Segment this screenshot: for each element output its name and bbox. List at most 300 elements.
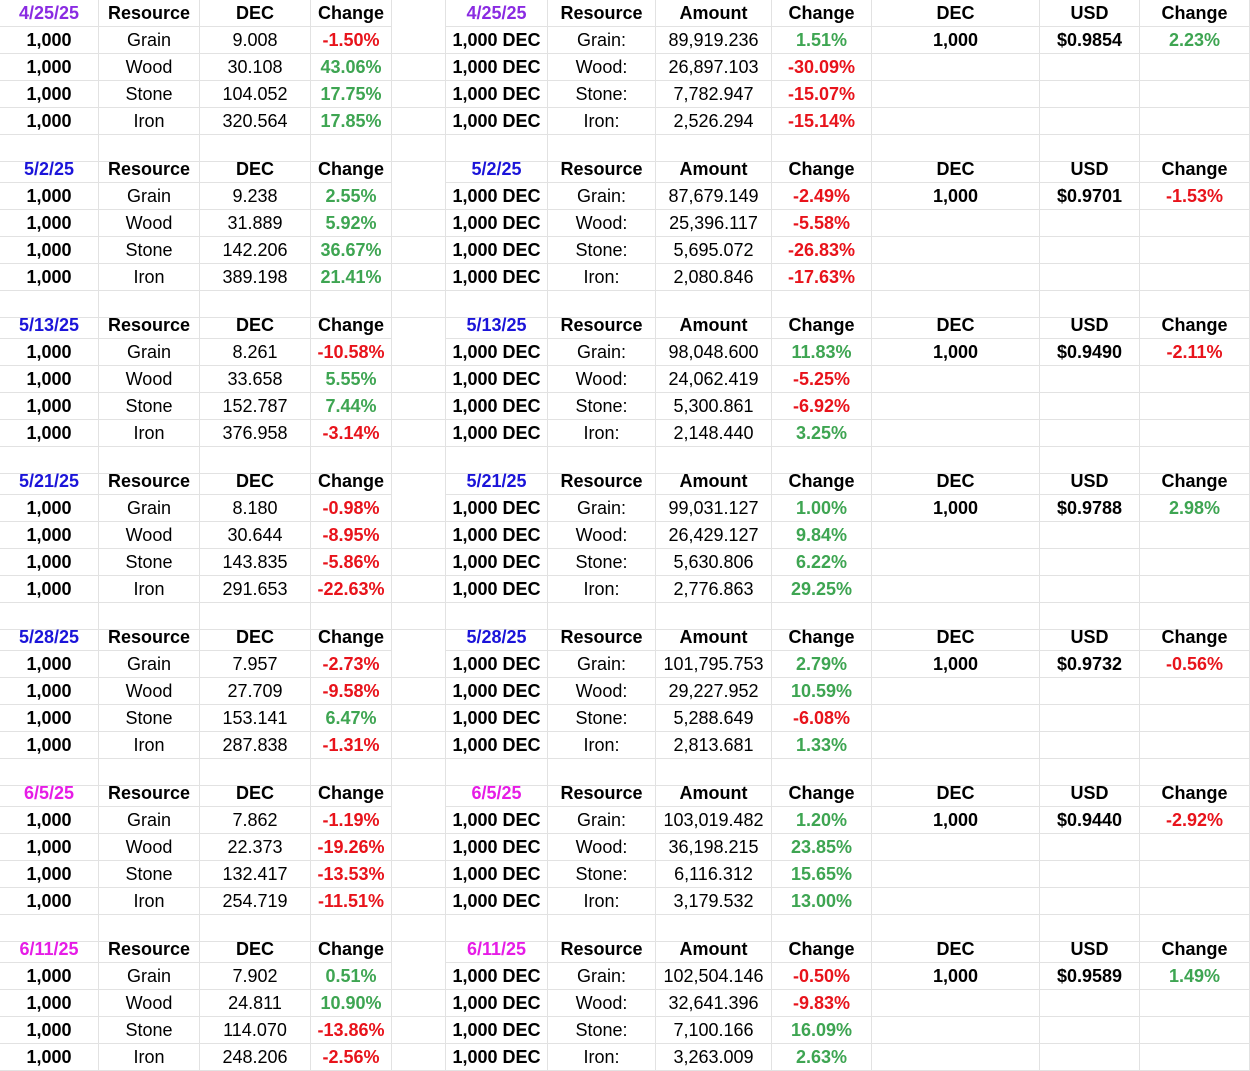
header-change[interactable]: Change <box>772 0 872 27</box>
qty-cell[interactable]: 1,000 <box>0 705 99 732</box>
usd-dec-cell[interactable]: 1,000 <box>872 651 1040 678</box>
empty-cell[interactable] <box>872 732 1040 759</box>
resource-cell[interactable]: Iron <box>99 264 200 291</box>
amount-change-cell[interactable]: -15.14% <box>772 108 872 135</box>
qty-dec-cell[interactable]: 1,000 DEC <box>446 576 548 603</box>
qty-dec-cell[interactable]: 1,000 DEC <box>446 366 548 393</box>
qty-cell[interactable]: 1,000 <box>0 495 99 522</box>
qty-dec-cell[interactable]: 1,000 DEC <box>446 732 548 759</box>
header-change[interactable]: Change <box>772 312 872 339</box>
resource-cell[interactable]: Stone <box>99 237 200 264</box>
qty-dec-cell[interactable]: 1,000 DEC <box>446 888 548 915</box>
resource-label-cell[interactable]: Grain: <box>548 339 656 366</box>
qty-cell[interactable]: 1,000 <box>0 834 99 861</box>
empty-cell[interactable] <box>1040 108 1140 135</box>
usd-value-cell[interactable]: $0.9589 <box>1040 963 1140 990</box>
usd-change-cell[interactable]: -2.92% <box>1140 807 1250 834</box>
usd-change-cell[interactable]: 2.23% <box>1140 27 1250 54</box>
empty-cell[interactable] <box>872 366 1040 393</box>
empty-cell[interactable] <box>392 183 446 210</box>
empty-cell[interactable] <box>1140 108 1250 135</box>
resource-cell[interactable]: Wood <box>99 678 200 705</box>
empty-cell[interactable] <box>872 1017 1040 1044</box>
header-change[interactable]: Change <box>311 312 392 339</box>
header-change[interactable]: Change <box>311 468 392 495</box>
header-resource[interactable]: Resource <box>99 780 200 807</box>
dec-price-cell[interactable]: 287.838 <box>200 732 311 759</box>
resource-label-cell[interactable]: Wood: <box>548 210 656 237</box>
dec-price-cell[interactable]: 7.957 <box>200 651 311 678</box>
empty-cell[interactable] <box>872 990 1040 1017</box>
qty-cell[interactable]: 1,000 <box>0 807 99 834</box>
resource-label-cell[interactable]: Stone: <box>548 237 656 264</box>
resource-label-cell[interactable]: Grain: <box>548 651 656 678</box>
header-change[interactable]: Change <box>1140 780 1250 807</box>
empty-cell[interactable] <box>1040 732 1140 759</box>
amount-cell[interactable]: 89,919.236 <box>656 27 772 54</box>
empty-cell[interactable] <box>1140 420 1250 447</box>
qty-cell[interactable]: 1,000 <box>0 81 99 108</box>
qty-cell[interactable]: 1,000 <box>0 27 99 54</box>
usd-change-cell[interactable]: -2.11% <box>1140 339 1250 366</box>
amount-cell[interactable]: 102,504.146 <box>656 963 772 990</box>
amount-cell[interactable]: 101,795.753 <box>656 651 772 678</box>
header-change[interactable]: Change <box>1140 312 1250 339</box>
change-cell[interactable]: 17.85% <box>311 108 392 135</box>
header-resource[interactable]: Resource <box>548 936 656 963</box>
header-resource[interactable]: Resource <box>99 312 200 339</box>
change-cell[interactable]: 7.44% <box>311 393 392 420</box>
resource-label-cell[interactable]: Wood: <box>548 678 656 705</box>
empty-cell[interactable] <box>392 522 446 549</box>
empty-cell[interactable] <box>1140 81 1250 108</box>
empty-cell[interactable] <box>872 576 1040 603</box>
empty-cell[interactable] <box>392 264 446 291</box>
header-change[interactable]: Change <box>1140 936 1250 963</box>
header-resource[interactable]: Resource <box>99 624 200 651</box>
amount-change-cell[interactable]: 13.00% <box>772 888 872 915</box>
qty-dec-cell[interactable]: 1,000 DEC <box>446 108 548 135</box>
qty-cell[interactable]: 1,000 <box>0 549 99 576</box>
empty-cell[interactable] <box>1140 576 1250 603</box>
dec-price-cell[interactable]: 8.261 <box>200 339 311 366</box>
usd-change-cell[interactable]: 1.49% <box>1140 963 1250 990</box>
empty-cell[interactable] <box>392 705 446 732</box>
resource-cell[interactable]: Grain <box>99 495 200 522</box>
header-dec[interactable]: DEC <box>200 312 311 339</box>
resource-label-cell[interactable]: Stone: <box>548 1017 656 1044</box>
header-usd[interactable]: USD <box>1040 624 1140 651</box>
amount-cell[interactable]: 32,641.396 <box>656 990 772 1017</box>
empty-cell[interactable] <box>872 888 1040 915</box>
empty-cell[interactable] <box>872 705 1040 732</box>
amount-change-cell[interactable]: -5.58% <box>772 210 872 237</box>
resource-label-cell[interactable]: Iron: <box>548 420 656 447</box>
date-header[interactable]: 6/5/25 <box>0 780 99 807</box>
qty-cell[interactable]: 1,000 <box>0 861 99 888</box>
empty-cell[interactable] <box>872 210 1040 237</box>
dec-price-cell[interactable]: 153.141 <box>200 705 311 732</box>
resource-cell[interactable]: Grain <box>99 807 200 834</box>
header-dec[interactable]: DEC <box>872 780 1040 807</box>
change-cell[interactable]: 21.41% <box>311 264 392 291</box>
qty-dec-cell[interactable]: 1,000 DEC <box>446 807 548 834</box>
amount-change-cell[interactable]: -9.83% <box>772 990 872 1017</box>
date-header[interactable]: 5/21/25 <box>446 468 548 495</box>
header-amount[interactable]: Amount <box>656 156 772 183</box>
change-cell[interactable]: 10.90% <box>311 990 392 1017</box>
usd-value-cell[interactable]: $0.9701 <box>1040 183 1140 210</box>
qty-dec-cell[interactable]: 1,000 DEC <box>446 339 548 366</box>
header-resource[interactable]: Resource <box>99 0 200 27</box>
header-dec[interactable]: DEC <box>200 468 311 495</box>
usd-dec-cell[interactable]: 1,000 <box>872 495 1040 522</box>
qty-cell[interactable]: 1,000 <box>0 366 99 393</box>
change-cell[interactable]: -2.73% <box>311 651 392 678</box>
amount-cell[interactable]: 26,897.103 <box>656 54 772 81</box>
empty-cell[interactable] <box>392 291 446 318</box>
empty-cell[interactable] <box>1140 237 1250 264</box>
amount-cell[interactable]: 5,695.072 <box>656 237 772 264</box>
empty-cell[interactable] <box>1140 861 1250 888</box>
usd-change-cell[interactable]: -0.56% <box>1140 651 1250 678</box>
amount-change-cell[interactable]: -26.83% <box>772 237 872 264</box>
header-resource[interactable]: Resource <box>548 312 656 339</box>
empty-cell[interactable] <box>872 549 1040 576</box>
amount-change-cell[interactable]: 10.59% <box>772 678 872 705</box>
resource-cell[interactable]: Grain <box>99 27 200 54</box>
header-resource[interactable]: Resource <box>548 468 656 495</box>
resource-label-cell[interactable]: Grain: <box>548 27 656 54</box>
empty-cell[interactable] <box>1040 861 1140 888</box>
usd-change-cell[interactable]: 2.98% <box>1140 495 1250 522</box>
resource-label-cell[interactable]: Stone: <box>548 81 656 108</box>
empty-cell[interactable] <box>392 108 446 135</box>
resource-cell[interactable]: Wood <box>99 366 200 393</box>
empty-cell[interactable] <box>1140 678 1250 705</box>
dec-price-cell[interactable]: 8.180 <box>200 495 311 522</box>
resource-label-cell[interactable]: Stone: <box>548 705 656 732</box>
resource-cell[interactable]: Wood <box>99 210 200 237</box>
dec-price-cell[interactable]: 254.719 <box>200 888 311 915</box>
qty-dec-cell[interactable]: 1,000 DEC <box>446 549 548 576</box>
header-dec[interactable]: DEC <box>872 156 1040 183</box>
header-resource[interactable]: Resource <box>548 156 656 183</box>
empty-cell[interactable] <box>872 393 1040 420</box>
qty-cell[interactable]: 1,000 <box>0 732 99 759</box>
resource-label-cell[interactable]: Grain: <box>548 183 656 210</box>
empty-cell[interactable] <box>872 834 1040 861</box>
empty-cell[interactable] <box>392 888 446 915</box>
amount-change-cell[interactable]: -2.49% <box>772 183 872 210</box>
header-change[interactable]: Change <box>311 0 392 27</box>
change-cell[interactable]: 36.67% <box>311 237 392 264</box>
amount-change-cell[interactable]: 1.00% <box>772 495 872 522</box>
empty-cell[interactable] <box>392 237 446 264</box>
header-resource[interactable]: Resource <box>99 936 200 963</box>
amount-cell[interactable]: 24,062.419 <box>656 366 772 393</box>
resource-cell[interactable]: Iron <box>99 1044 200 1071</box>
qty-dec-cell[interactable]: 1,000 DEC <box>446 210 548 237</box>
empty-cell[interactable] <box>1040 210 1140 237</box>
qty-dec-cell[interactable]: 1,000 DEC <box>446 651 548 678</box>
resource-label-cell[interactable]: Wood: <box>548 522 656 549</box>
resource-cell[interactable]: Grain <box>99 651 200 678</box>
qty-dec-cell[interactable]: 1,000 DEC <box>446 81 548 108</box>
date-header[interactable]: 5/13/25 <box>0 312 99 339</box>
amount-change-cell[interactable]: 3.25% <box>772 420 872 447</box>
change-cell[interactable]: -5.86% <box>311 549 392 576</box>
amount-change-cell[interactable]: -6.08% <box>772 705 872 732</box>
change-cell[interactable]: -13.86% <box>311 1017 392 1044</box>
header-usd[interactable]: USD <box>1040 0 1140 27</box>
header-change[interactable]: Change <box>772 624 872 651</box>
amount-cell[interactable]: 29,227.952 <box>656 678 772 705</box>
header-dec[interactable]: DEC <box>200 0 311 27</box>
resource-cell[interactable]: Stone <box>99 1017 200 1044</box>
qty-dec-cell[interactable]: 1,000 DEC <box>446 522 548 549</box>
header-usd[interactable]: USD <box>1040 312 1140 339</box>
empty-cell[interactable] <box>1040 264 1140 291</box>
qty-cell[interactable]: 1,000 <box>0 678 99 705</box>
header-dec[interactable]: DEC <box>872 936 1040 963</box>
amount-cell[interactable]: 25,396.117 <box>656 210 772 237</box>
header-dec[interactable]: DEC <box>200 156 311 183</box>
empty-cell[interactable] <box>1040 237 1140 264</box>
change-cell[interactable]: 0.51% <box>311 963 392 990</box>
empty-cell[interactable] <box>1040 549 1140 576</box>
dec-price-cell[interactable]: 376.958 <box>200 420 311 447</box>
date-header[interactable]: 5/21/25 <box>0 468 99 495</box>
empty-cell[interactable] <box>872 108 1040 135</box>
qty-cell[interactable]: 1,000 <box>0 237 99 264</box>
usd-value-cell[interactable]: $0.9788 <box>1040 495 1140 522</box>
amount-cell[interactable]: 87,679.149 <box>656 183 772 210</box>
resource-label-cell[interactable]: Wood: <box>548 834 656 861</box>
date-header[interactable]: 6/5/25 <box>446 780 548 807</box>
empty-cell[interactable] <box>1040 393 1140 420</box>
change-cell[interactable]: -11.51% <box>311 888 392 915</box>
dec-price-cell[interactable]: 33.658 <box>200 366 311 393</box>
empty-cell[interactable] <box>1040 81 1140 108</box>
amount-cell[interactable]: 3,263.009 <box>656 1044 772 1071</box>
header-dec[interactable]: DEC <box>200 936 311 963</box>
resource-cell[interactable]: Stone <box>99 81 200 108</box>
header-amount[interactable]: Amount <box>656 936 772 963</box>
change-cell[interactable]: -19.26% <box>311 834 392 861</box>
empty-cell[interactable] <box>1040 705 1140 732</box>
header-usd[interactable]: USD <box>1040 936 1140 963</box>
change-cell[interactable]: -1.19% <box>311 807 392 834</box>
qty-cell[interactable]: 1,000 <box>0 264 99 291</box>
change-cell[interactable]: -1.31% <box>311 732 392 759</box>
empty-cell[interactable] <box>1140 1044 1250 1071</box>
amount-cell[interactable]: 2,813.681 <box>656 732 772 759</box>
empty-cell[interactable] <box>872 81 1040 108</box>
amount-cell[interactable]: 99,031.127 <box>656 495 772 522</box>
empty-cell[interactable] <box>1040 522 1140 549</box>
empty-cell[interactable] <box>872 264 1040 291</box>
header-amount[interactable]: Amount <box>656 780 772 807</box>
qty-cell[interactable]: 1,000 <box>0 651 99 678</box>
usd-value-cell[interactable]: $0.9854 <box>1040 27 1140 54</box>
usd-dec-cell[interactable]: 1,000 <box>872 183 1040 210</box>
empty-cell[interactable] <box>1140 705 1250 732</box>
header-change[interactable]: Change <box>772 156 872 183</box>
qty-cell[interactable]: 1,000 <box>0 339 99 366</box>
resource-cell[interactable]: Stone <box>99 549 200 576</box>
empty-cell[interactable] <box>392 576 446 603</box>
date-header[interactable]: 5/2/25 <box>0 156 99 183</box>
header-change[interactable]: Change <box>311 156 392 183</box>
header-usd[interactable]: USD <box>1040 468 1140 495</box>
date-header[interactable]: 6/11/25 <box>446 936 548 963</box>
empty-cell[interactable] <box>392 339 446 366</box>
date-header[interactable]: 5/13/25 <box>446 312 548 339</box>
change-cell[interactable]: -13.53% <box>311 861 392 888</box>
empty-cell[interactable] <box>1040 54 1140 81</box>
empty-cell[interactable] <box>1140 264 1250 291</box>
empty-cell[interactable] <box>392 915 446 942</box>
usd-value-cell[interactable]: $0.9490 <box>1040 339 1140 366</box>
usd-dec-cell[interactable]: 1,000 <box>872 963 1040 990</box>
empty-cell[interactable] <box>392 420 446 447</box>
qty-dec-cell[interactable]: 1,000 DEC <box>446 1044 548 1071</box>
empty-cell[interactable] <box>1040 576 1140 603</box>
header-change[interactable]: Change <box>772 780 872 807</box>
dec-price-cell[interactable]: 114.070 <box>200 1017 311 1044</box>
resource-label-cell[interactable]: Grain: <box>548 495 656 522</box>
header-change[interactable]: Change <box>311 780 392 807</box>
qty-dec-cell[interactable]: 1,000 DEC <box>446 183 548 210</box>
header-dec[interactable]: DEC <box>872 0 1040 27</box>
header-amount[interactable]: Amount <box>656 468 772 495</box>
date-header[interactable]: 6/11/25 <box>0 936 99 963</box>
resource-label-cell[interactable]: Stone: <box>548 861 656 888</box>
qty-cell[interactable]: 1,000 <box>0 888 99 915</box>
resource-label-cell[interactable]: Stone: <box>548 549 656 576</box>
header-usd[interactable]: USD <box>1040 780 1140 807</box>
qty-dec-cell[interactable]: 1,000 DEC <box>446 54 548 81</box>
qty-cell[interactable]: 1,000 <box>0 420 99 447</box>
empty-cell[interactable] <box>392 495 446 522</box>
header-dec[interactable]: DEC <box>200 780 311 807</box>
header-amount[interactable]: Amount <box>656 0 772 27</box>
qty-dec-cell[interactable]: 1,000 DEC <box>446 393 548 420</box>
change-cell[interactable]: 43.06% <box>311 54 392 81</box>
empty-cell[interactable] <box>1140 54 1250 81</box>
dec-price-cell[interactable]: 7.902 <box>200 963 311 990</box>
header-change[interactable]: Change <box>1140 624 1250 651</box>
empty-cell[interactable] <box>392 603 446 630</box>
header-dec[interactable]: DEC <box>872 312 1040 339</box>
resource-cell[interactable]: Stone <box>99 861 200 888</box>
date-header[interactable]: 5/28/25 <box>0 624 99 651</box>
amount-cell[interactable]: 98,048.600 <box>656 339 772 366</box>
header-change[interactable]: Change <box>311 624 392 651</box>
qty-dec-cell[interactable]: 1,000 DEC <box>446 963 548 990</box>
date-header[interactable]: 5/2/25 <box>446 156 548 183</box>
resource-label-cell[interactable]: Wood: <box>548 54 656 81</box>
empty-cell[interactable] <box>392 135 446 162</box>
empty-cell[interactable] <box>1140 210 1250 237</box>
resource-label-cell[interactable]: Grain: <box>548 807 656 834</box>
qty-dec-cell[interactable]: 1,000 DEC <box>446 834 548 861</box>
header-dec[interactable]: DEC <box>872 624 1040 651</box>
qty-cell[interactable]: 1,000 <box>0 1017 99 1044</box>
qty-dec-cell[interactable]: 1,000 DEC <box>446 264 548 291</box>
qty-cell[interactable]: 1,000 <box>0 1044 99 1071</box>
amount-change-cell[interactable]: 23.85% <box>772 834 872 861</box>
empty-cell[interactable] <box>392 447 446 474</box>
usd-dec-cell[interactable]: 1,000 <box>872 807 1040 834</box>
date-header[interactable]: 4/25/25 <box>446 0 548 27</box>
dec-price-cell[interactable]: 248.206 <box>200 1044 311 1071</box>
empty-cell[interactable] <box>392 81 446 108</box>
change-cell[interactable]: 2.55% <box>311 183 392 210</box>
change-cell[interactable]: 5.55% <box>311 366 392 393</box>
dec-price-cell[interactable]: 142.206 <box>200 237 311 264</box>
dec-price-cell[interactable]: 389.198 <box>200 264 311 291</box>
header-resource[interactable]: Resource <box>99 156 200 183</box>
empty-cell[interactable] <box>1040 1017 1140 1044</box>
dec-price-cell[interactable]: 132.417 <box>200 861 311 888</box>
usd-dec-cell[interactable]: 1,000 <box>872 27 1040 54</box>
dec-price-cell[interactable]: 104.052 <box>200 81 311 108</box>
empty-cell[interactable] <box>1140 990 1250 1017</box>
qty-dec-cell[interactable]: 1,000 DEC <box>446 495 548 522</box>
empty-cell[interactable] <box>392 732 446 759</box>
empty-cell[interactable] <box>392 678 446 705</box>
resource-label-cell[interactable]: Wood: <box>548 366 656 393</box>
qty-dec-cell[interactable]: 1,000 DEC <box>446 678 548 705</box>
change-cell[interactable]: -0.98% <box>311 495 392 522</box>
resource-label-cell[interactable]: Iron: <box>548 732 656 759</box>
amount-change-cell[interactable]: 1.33% <box>772 732 872 759</box>
amount-change-cell[interactable]: 9.84% <box>772 522 872 549</box>
empty-cell[interactable] <box>392 549 446 576</box>
qty-cell[interactable]: 1,000 <box>0 183 99 210</box>
qty-cell[interactable]: 1,000 <box>0 522 99 549</box>
empty-cell[interactable] <box>392 1017 446 1044</box>
empty-cell[interactable] <box>392 1044 446 1071</box>
amount-change-cell[interactable]: 29.25% <box>772 576 872 603</box>
qty-cell[interactable]: 1,000 <box>0 990 99 1017</box>
header-dec[interactable]: DEC <box>872 468 1040 495</box>
qty-dec-cell[interactable]: 1,000 DEC <box>446 861 548 888</box>
amount-change-cell[interactable]: -5.25% <box>772 366 872 393</box>
amount-cell[interactable]: 5,288.649 <box>656 705 772 732</box>
empty-cell[interactable] <box>392 807 446 834</box>
header-dec[interactable]: DEC <box>200 624 311 651</box>
empty-cell[interactable] <box>1040 1044 1140 1071</box>
empty-cell[interactable] <box>1140 834 1250 861</box>
empty-cell[interactable] <box>1140 393 1250 420</box>
dec-price-cell[interactable]: 27.709 <box>200 678 311 705</box>
qty-cell[interactable]: 1,000 <box>0 576 99 603</box>
header-change[interactable]: Change <box>1140 0 1250 27</box>
empty-cell[interactable] <box>872 678 1040 705</box>
change-cell[interactable]: -9.58% <box>311 678 392 705</box>
empty-cell[interactable] <box>1140 549 1250 576</box>
amount-cell[interactable]: 26,429.127 <box>656 522 772 549</box>
amount-cell[interactable]: 2,148.440 <box>656 420 772 447</box>
amount-change-cell[interactable]: 6.22% <box>772 549 872 576</box>
empty-cell[interactable] <box>392 834 446 861</box>
empty-cell[interactable] <box>392 963 446 990</box>
resource-cell[interactable]: Grain <box>99 339 200 366</box>
empty-cell[interactable] <box>392 861 446 888</box>
